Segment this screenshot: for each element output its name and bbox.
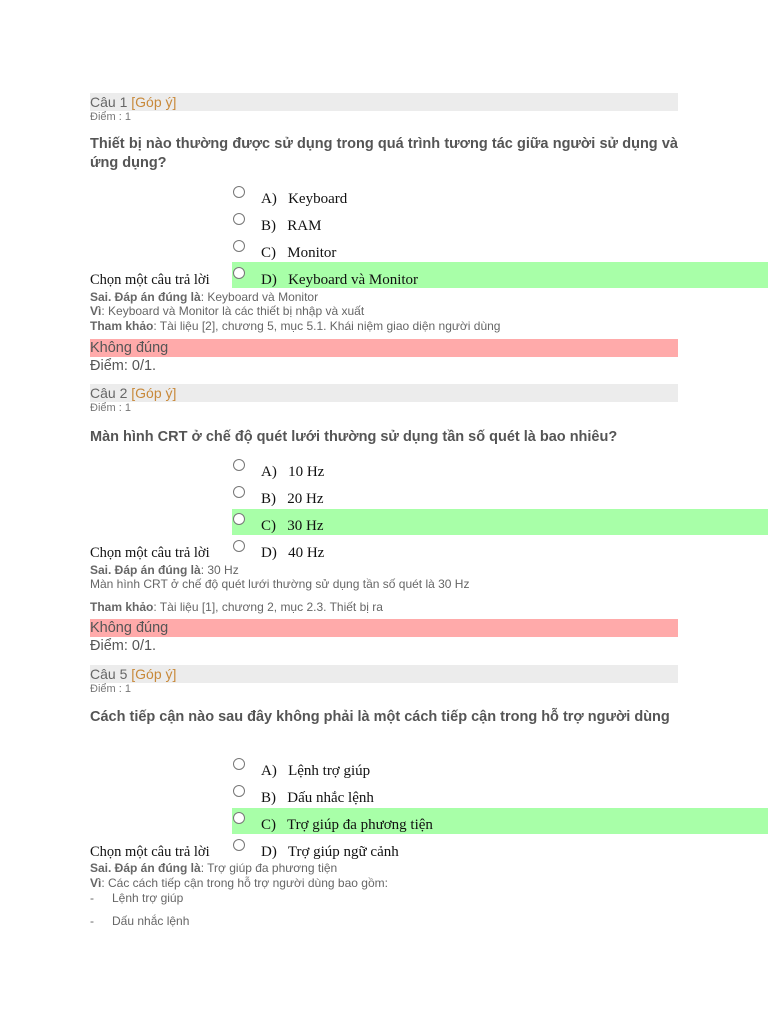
explanation-feedback: Màn hình CRT ở chế độ quét lưới thường sử dụng tần số quét là 30 Hz <box>90 577 470 591</box>
option-c[interactable]: C) Trợ giúp đa phương tiện <box>261 817 433 833</box>
radio-option-b[interactable] <box>233 213 245 225</box>
radio-option-b[interactable] <box>233 486 245 498</box>
choose-answer-label: Chọn một câu trả lời <box>90 545 210 561</box>
radio-option-c[interactable] <box>233 812 245 824</box>
question-text: Cách tiếp cận nào sau đây không phải là một cách tiếp cận trong hỗ trợ người dùng <box>90 709 670 725</box>
list-bullet: - <box>90 891 94 905</box>
answer-feedback: Sai. Đáp án đúng là: Trợ giúp đa phương tiện <box>90 861 338 875</box>
score-text: Điểm: 0/1. <box>90 638 157 654</box>
choose-answer-label: Chọn một câu trả lời <box>90 272 210 288</box>
option-a[interactable]: A) 10 Hz <box>261 464 325 480</box>
question-1-header <box>90 93 678 111</box>
list-item: Lệnh trợ giúp <box>112 891 184 905</box>
reference-feedback: Tham khảo: Tài liệu [1], chương 2, mục 2.3. Thiết bị ra <box>90 600 383 614</box>
option-c[interactable]: C) 30 Hz <box>261 518 324 534</box>
score-text: Điểm: 0/1. <box>90 358 157 374</box>
option-d[interactable]: D) Trợ giúp ngữ cảnh <box>261 844 399 860</box>
question-2-label: Câu 2 <box>90 385 128 401</box>
result-badge: Không đúng <box>90 339 678 357</box>
option-b[interactable]: B) 20 Hz <box>261 491 324 507</box>
choose-answer-label: Chọn một câu trả lời <box>90 844 210 860</box>
radio-option-c[interactable] <box>233 240 245 252</box>
result-badge: Không đúng <box>90 619 678 637</box>
list-bullet: - <box>90 914 94 928</box>
reason-feedback: Vì: Keyboard và Monitor là các thiết bị nhập và xuất <box>90 304 365 318</box>
feedback-link[interactable]: [Góp ý] <box>131 385 177 401</box>
question-2-header <box>90 384 678 402</box>
question-text: Màn hình CRT ở chế độ quét lưới thường sử dụng tần số quét là bao nhiêu? <box>90 429 618 445</box>
option-a[interactable]: A) Lệnh trợ giúp <box>261 763 371 779</box>
reason-feedback: Vì: Các cách tiếp cận trong hỗ trợ người dùng bao gồm: <box>90 876 388 890</box>
question-points: Điểm : 1 <box>90 683 131 695</box>
radio-option-b[interactable] <box>233 785 245 797</box>
list-item: Dấu nhắc lệnh <box>112 914 190 928</box>
option-d[interactable]: D) 40 Hz <box>261 545 325 561</box>
answer-feedback: Sai. Đáp án đúng là: 30 Hz <box>90 563 239 577</box>
question-points: Điểm : 1 <box>90 402 131 414</box>
radio-option-a[interactable] <box>233 459 245 471</box>
question-5-header <box>90 665 678 683</box>
radio-option-c[interactable] <box>233 513 245 525</box>
radio-option-d[interactable] <box>233 267 245 279</box>
radio-option-d[interactable] <box>233 540 245 552</box>
question-5-label: Câu 5 <box>90 666 128 682</box>
radio-option-d[interactable] <box>233 839 245 851</box>
option-b[interactable]: B) Dấu nhắc lệnh <box>261 790 374 806</box>
question-text: Thiết bị nào thường được sử dụng trong quá trình tương tác giữa người sử dụng và ứng dụng? <box>90 136 678 171</box>
option-a[interactable]: A) Keyboard <box>261 191 348 207</box>
feedback-link[interactable]: [Góp ý] <box>131 94 177 110</box>
question-points: Điểm : 1 <box>90 111 131 123</box>
radio-option-a[interactable] <box>233 186 245 198</box>
reference-feedback: Tham khảo: Tài liệu [2], chương 5, mục 5.1. Khái niệm giao diện người dùng <box>90 319 501 333</box>
radio-option-a[interactable] <box>233 758 245 770</box>
answer-feedback: Sai. Đáp án đúng là: Keyboard và Monitor <box>90 290 319 304</box>
feedback-link[interactable]: [Góp ý] <box>131 666 177 682</box>
option-b[interactable]: B) RAM <box>261 218 322 234</box>
question-1-label: Câu 1 <box>90 94 128 110</box>
option-d[interactable]: D) Keyboard và Monitor <box>261 272 419 288</box>
option-c[interactable]: C) Monitor <box>261 245 337 261</box>
